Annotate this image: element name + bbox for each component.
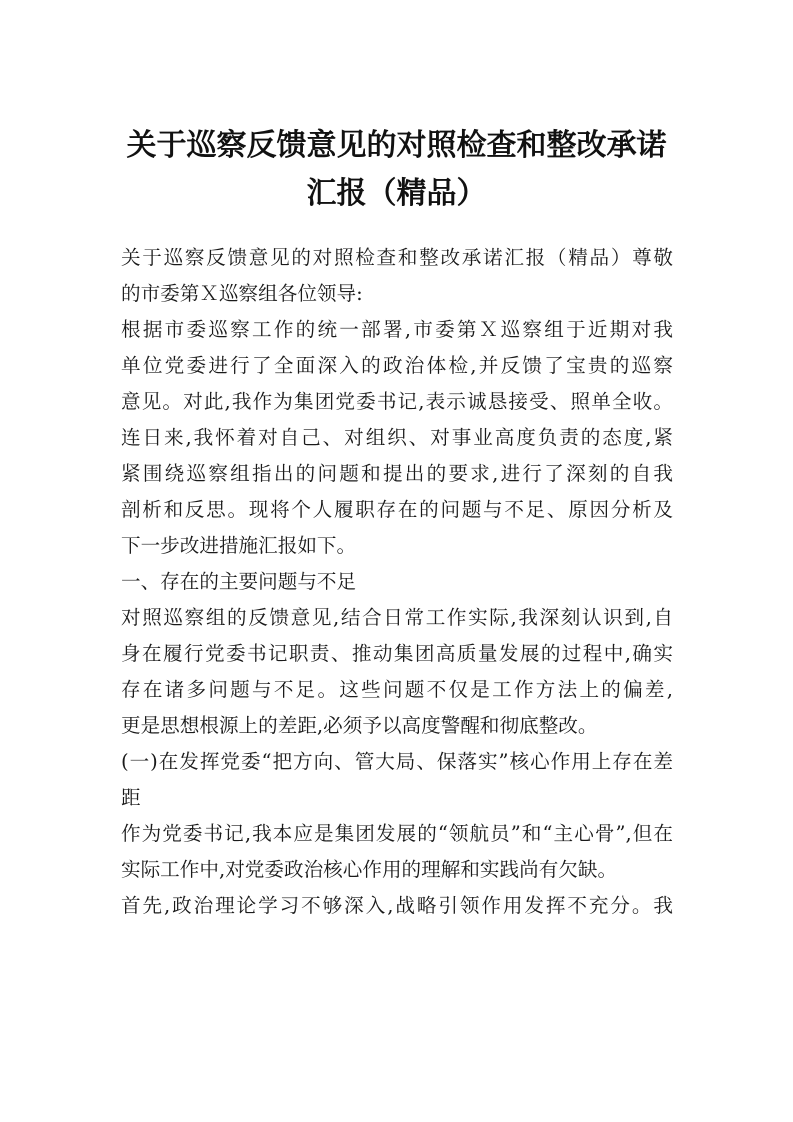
body-text-line: 更是思想根源上的差距,必须予以高度警醒和彻底整改。: [121, 714, 598, 737]
document-title-line-2: 汇报（精品）: [306, 176, 487, 211]
body-text-line: 对照巡察组的反馈意见,结合日常工作实际,我深刻认识到,自: [121, 606, 673, 629]
body-text-line: 一、存在的主要问题与不足: [121, 570, 357, 593]
body-text-line: 存在诸多问题与不足。这些问题不仅是工作方法上的偏差,: [121, 678, 673, 701]
body-text-line: (一)在发挥党委“把方向、管大局、保落实”核心作用上存在差: [121, 750, 673, 773]
document-body: [121, 240, 673, 924]
body-text-line: 剖析和反思。现将个人履职存在的问题与不足、原因分析及: [121, 498, 673, 521]
body-text-line: 紧围绕巡察组指出的问题和提出的要求,进行了深刻的自我: [121, 462, 673, 485]
body-text-line: 根据市委巡察工作的统一部署,市委第Ｘ巡察组于近期对我: [121, 318, 673, 341]
body-text-line: 单位党委进行了全面深入的政治体检,并反馈了宝贵的巡察: [121, 354, 673, 377]
body-text-line: 的市委第Ｘ巡察组各位领导:: [121, 282, 363, 305]
body-text-line: 关于巡察反馈意见的对照检查和整改承诺汇报（精品）尊敬: [121, 246, 673, 269]
body-text-line: 连日来,我怀着对自己、对组织、对事业高度负责的态度,紧: [121, 426, 673, 449]
body-text-line: 意见。对此,我作为集团党委书记,表示诚恳接受、照单全收。: [121, 390, 673, 413]
body-text-line: 下一步改进措施汇报如下。: [121, 534, 357, 557]
body-text-line: 身在履行党委书记职责、推动集团高质量发展的过程中,确实: [121, 642, 673, 665]
document-title-line-1: 关于巡察反馈意见的对照检查和整改承诺: [126, 128, 667, 163]
body-text-line: 距: [121, 786, 141, 809]
body-text-line: 首先,政治理论学习不够深入,战略引领作用发挥不充分。我: [121, 894, 673, 917]
body-text-line: 实际工作中,对党委政治核心作用的理解和实践尚有欠缺。: [121, 858, 618, 881]
body-text-line: 作为党委书记,我本应是集团发展的“领航员”和“主心骨”,但在: [121, 822, 673, 845]
